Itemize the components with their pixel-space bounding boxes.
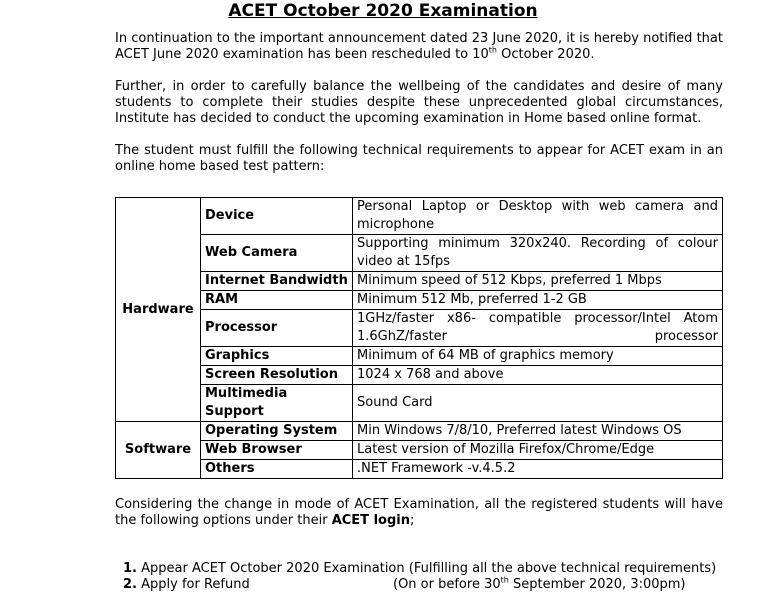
table-row — [116, 441, 723, 460]
param-cell: Others — [201, 460, 353, 479]
acet-login-bold: ACET login — [331, 513, 410, 528]
option-item-2 — [123, 575, 686, 593]
condition-text: (On or before 30 — [393, 577, 501, 592]
param-cell: Device — [201, 198, 353, 235]
table-row — [116, 310, 723, 347]
param-cell: Screen Resolution — [201, 366, 353, 385]
value-cell: 1024 x 768 and above — [353, 366, 723, 385]
param-cell: Operating System — [201, 422, 353, 441]
table-row — [116, 385, 723, 422]
requirements-intro: The student must fulfill the following technical requirements to appear for ACET exam in an online home based test pattern: — [115, 143, 723, 174]
option-text: Appear ACET October 2020 Examination — [141, 561, 405, 576]
table-row — [116, 272, 723, 291]
option-number: 2. — [123, 577, 137, 592]
option-condition — [393, 577, 686, 593]
value-cell: Minimum of 64 MB of graphics memory — [353, 347, 723, 366]
value-cell: Min Windows 7/8/10, Preferred latest Windows OS — [353, 422, 723, 441]
table-row — [116, 291, 723, 310]
param-cell: RAM — [201, 291, 353, 310]
software-group-label: Software — [116, 422, 201, 479]
option-condition: (Fulfilling all the above technical requirements) — [408, 561, 717, 576]
value-cell: Sound Card — [353, 385, 723, 422]
value-cell: Minimum 512 Mb, preferred 1-2 GB — [353, 291, 723, 310]
requirements-table — [115, 197, 723, 479]
value-cell: Personal Laptop or Desktop with web camera and microphone — [353, 198, 723, 235]
value-cell: Minimum speed of 512 Kbps, preferred 1 Mbps — [353, 272, 723, 291]
option-text: Apply for Refund — [141, 577, 250, 592]
table-row — [116, 422, 723, 441]
further-paragraph: Further, in order to carefully balance the wellbeing of the candidates and desire of many students to complete their studies despite these unprecedented global circumstances, Institute has decided to conduct the upcoming examination in Home based online format. — [115, 79, 723, 126]
param-cell: Multimedia Support — [201, 385, 353, 422]
condition-sup: th — [500, 575, 509, 585]
table-row — [116, 235, 723, 272]
condition-text-end: September 2020, 3:00pm) — [508, 577, 686, 592]
value-cell: .NET Framework -v.4.5.2 — [353, 460, 723, 479]
considering-paragraph — [115, 497, 723, 529]
param-cell: Internet Bandwidth — [201, 272, 353, 291]
param-cell: Graphics — [201, 347, 353, 366]
considering-end: ; — [409, 513, 415, 528]
intro-text-end: October 2020. — [497, 47, 595, 62]
intro-sup: th — [488, 45, 498, 55]
considering-text: Considering the change in mode of ACET Examination, all the registered students will have the following options under their — [115, 497, 723, 528]
intro-text: In continuation to the important announcement dated 23 June 2020, it is hereby notified that ACET June 2020 examination has been rescheduled to 10 — [115, 31, 723, 62]
param-cell: Processor — [201, 310, 353, 347]
param-cell: Web Camera — [201, 235, 353, 272]
option-number: 1. — [123, 561, 137, 576]
param-cell: Web Browser — [201, 441, 353, 460]
table-row — [116, 347, 723, 366]
option-item-1 — [123, 561, 716, 577]
value-cell: Supporting minimum 320x240. Recording of colour video at 15fps — [353, 235, 723, 272]
value-cell: Latest version of Mozilla Firefox/Chrome/Edge — [353, 441, 723, 460]
table-row — [116, 366, 723, 385]
value-cell: 1GHz/faster x86- compatible processor/Intel Atom 1.6GhZ/faster processor — [353, 310, 723, 347]
hardware-group-label: Hardware — [116, 198, 201, 422]
intro-paragraph — [115, 31, 723, 63]
page-title: ACET October 2020 Examination — [228, 1, 538, 21]
table-row — [116, 460, 723, 479]
table-row — [116, 198, 723, 235]
